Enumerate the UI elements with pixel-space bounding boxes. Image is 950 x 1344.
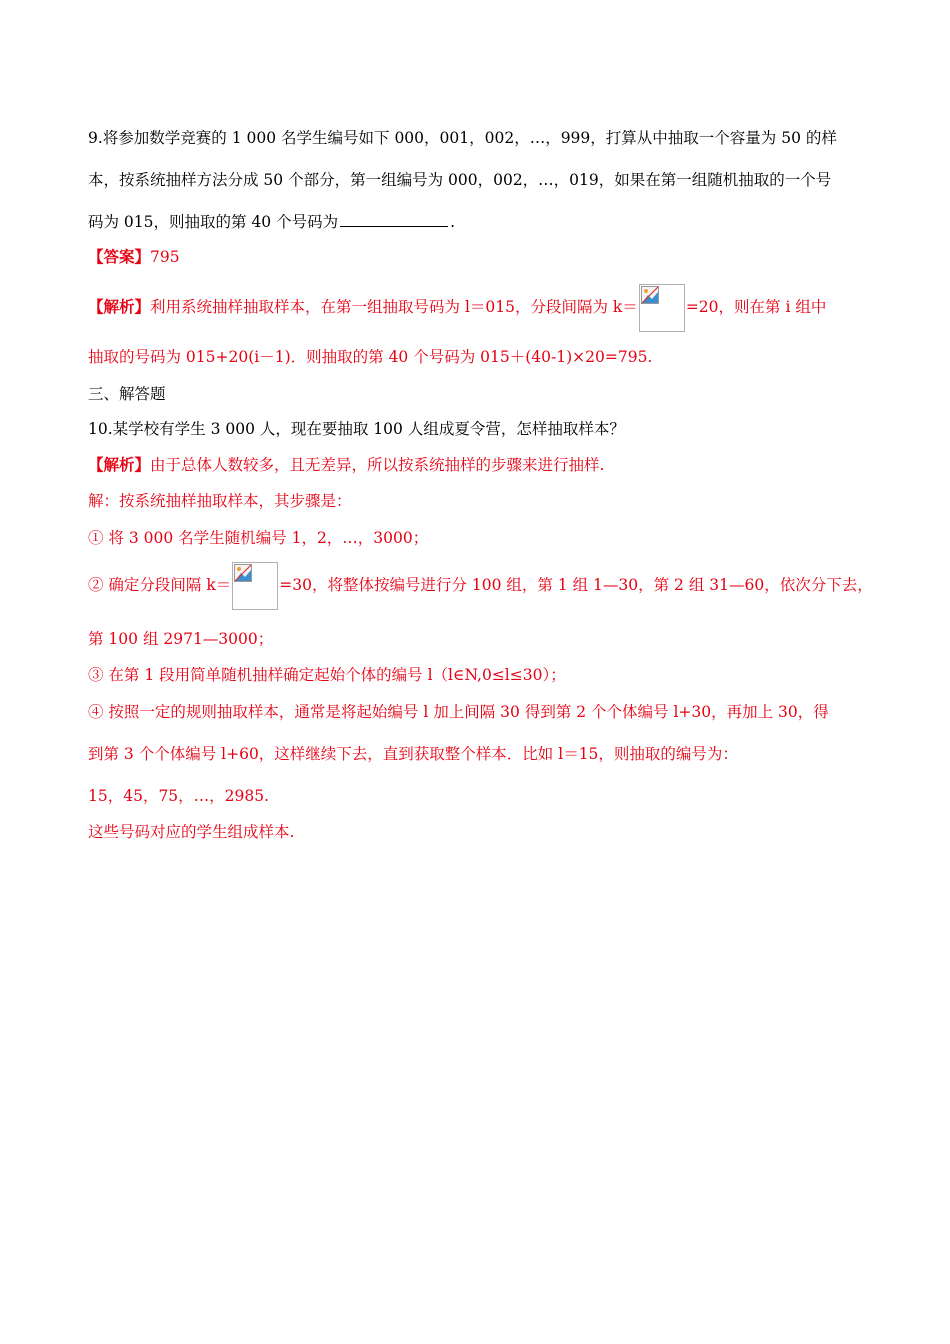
analysis-label: 【解析】 <box>88 297 151 316</box>
q10-analysis-label: 【解析】 <box>88 455 151 474</box>
q9-answer <box>88 247 180 267</box>
q10-analysis <box>88 455 604 475</box>
q10-step-2-text: ② 确定分段间隔 k＝ <box>88 576 232 594</box>
q10-solution-intro: 解：按系统抽样抽取样本，其步骤是： <box>88 492 352 510</box>
q10-step-4-line-2: 到第 3 个个体编号 l+60，这样继续下去，直到获取整个样本．比如 l＝15，则抽取的编号为： <box>88 745 738 763</box>
q9-analysis-line-2: 抽取的号码为 015+20(i－1)．则抽取的第 40 个号码为 015＋(40-1)×20=795. <box>88 348 653 366</box>
analysis-text-end: =20，则在第 i 组中 <box>685 298 827 316</box>
answer-value: 795 <box>150 248 180 266</box>
q10-step-2-text-end: =30，将整体按编号进行分 100 组，第 1 组 1—30，第 2 组 31—60，依次分下去， <box>279 576 873 594</box>
answer-blank <box>340 212 448 227</box>
answer-label: 【答案】 <box>88 247 151 266</box>
q10-conclusion: 这些号码对应的学生组成样本. <box>88 823 295 841</box>
q10-analysis-text: 由于总体人数较多，且无差异，所以按系统抽样的步骤来进行抽样. <box>150 456 605 474</box>
q10-step-4-line-3: 15，45，75，…，2985. <box>88 787 270 805</box>
q10-step-1: ① 将 3 000 名学生随机编号 1，2，…，3000； <box>88 529 429 547</box>
broken-image-icon <box>232 562 278 610</box>
q9-line-3 <box>88 212 455 232</box>
q9-line-3-text: 码为 015，则抽取的第 40 个号码为 <box>88 213 339 231</box>
q9-line-2: 本，按系统抽样方法分成 50 个部分，第一组编号为 000，002，…，019，如果在第一组随机抽取的一个号 <box>88 171 832 189</box>
q10-step-4-line-1: ④ 按照一定的规则抽取样本，通常是将起始编号 l 加上间隔 30 得到第 2 个个体编号 l+30，再加上 30，得 <box>88 703 829 721</box>
q9-line-3-end: . <box>450 213 456 231</box>
q10-step-2 <box>88 562 873 610</box>
q9-line-1: 9.将参加数学竞赛的 1 000 名学生编号如下 000，001，002，…，999，打算从中抽取一个容量为 50 的样 <box>88 129 837 147</box>
q9-analysis <box>88 284 826 332</box>
q10-step-3: ③ 在第 1 段用简单随机抽样确定起始个体的编号 l（l∈N,0≤l≤30）； <box>88 666 566 684</box>
broken-image-icon <box>639 284 685 332</box>
section-title: 三、解答题 <box>88 385 166 403</box>
q10-question: 10.某学校有学生 3 000 人，现在要抽取 100 人组成夏令营，怎样抽取样本？ <box>88 420 625 438</box>
analysis-text: 利用系统抽样抽取样本，在第一组抽取号码为 l＝015，分段间隔为 k＝ <box>150 298 638 316</box>
q10-step-2-line-2: 第 100 组 2971—3000； <box>88 630 274 648</box>
